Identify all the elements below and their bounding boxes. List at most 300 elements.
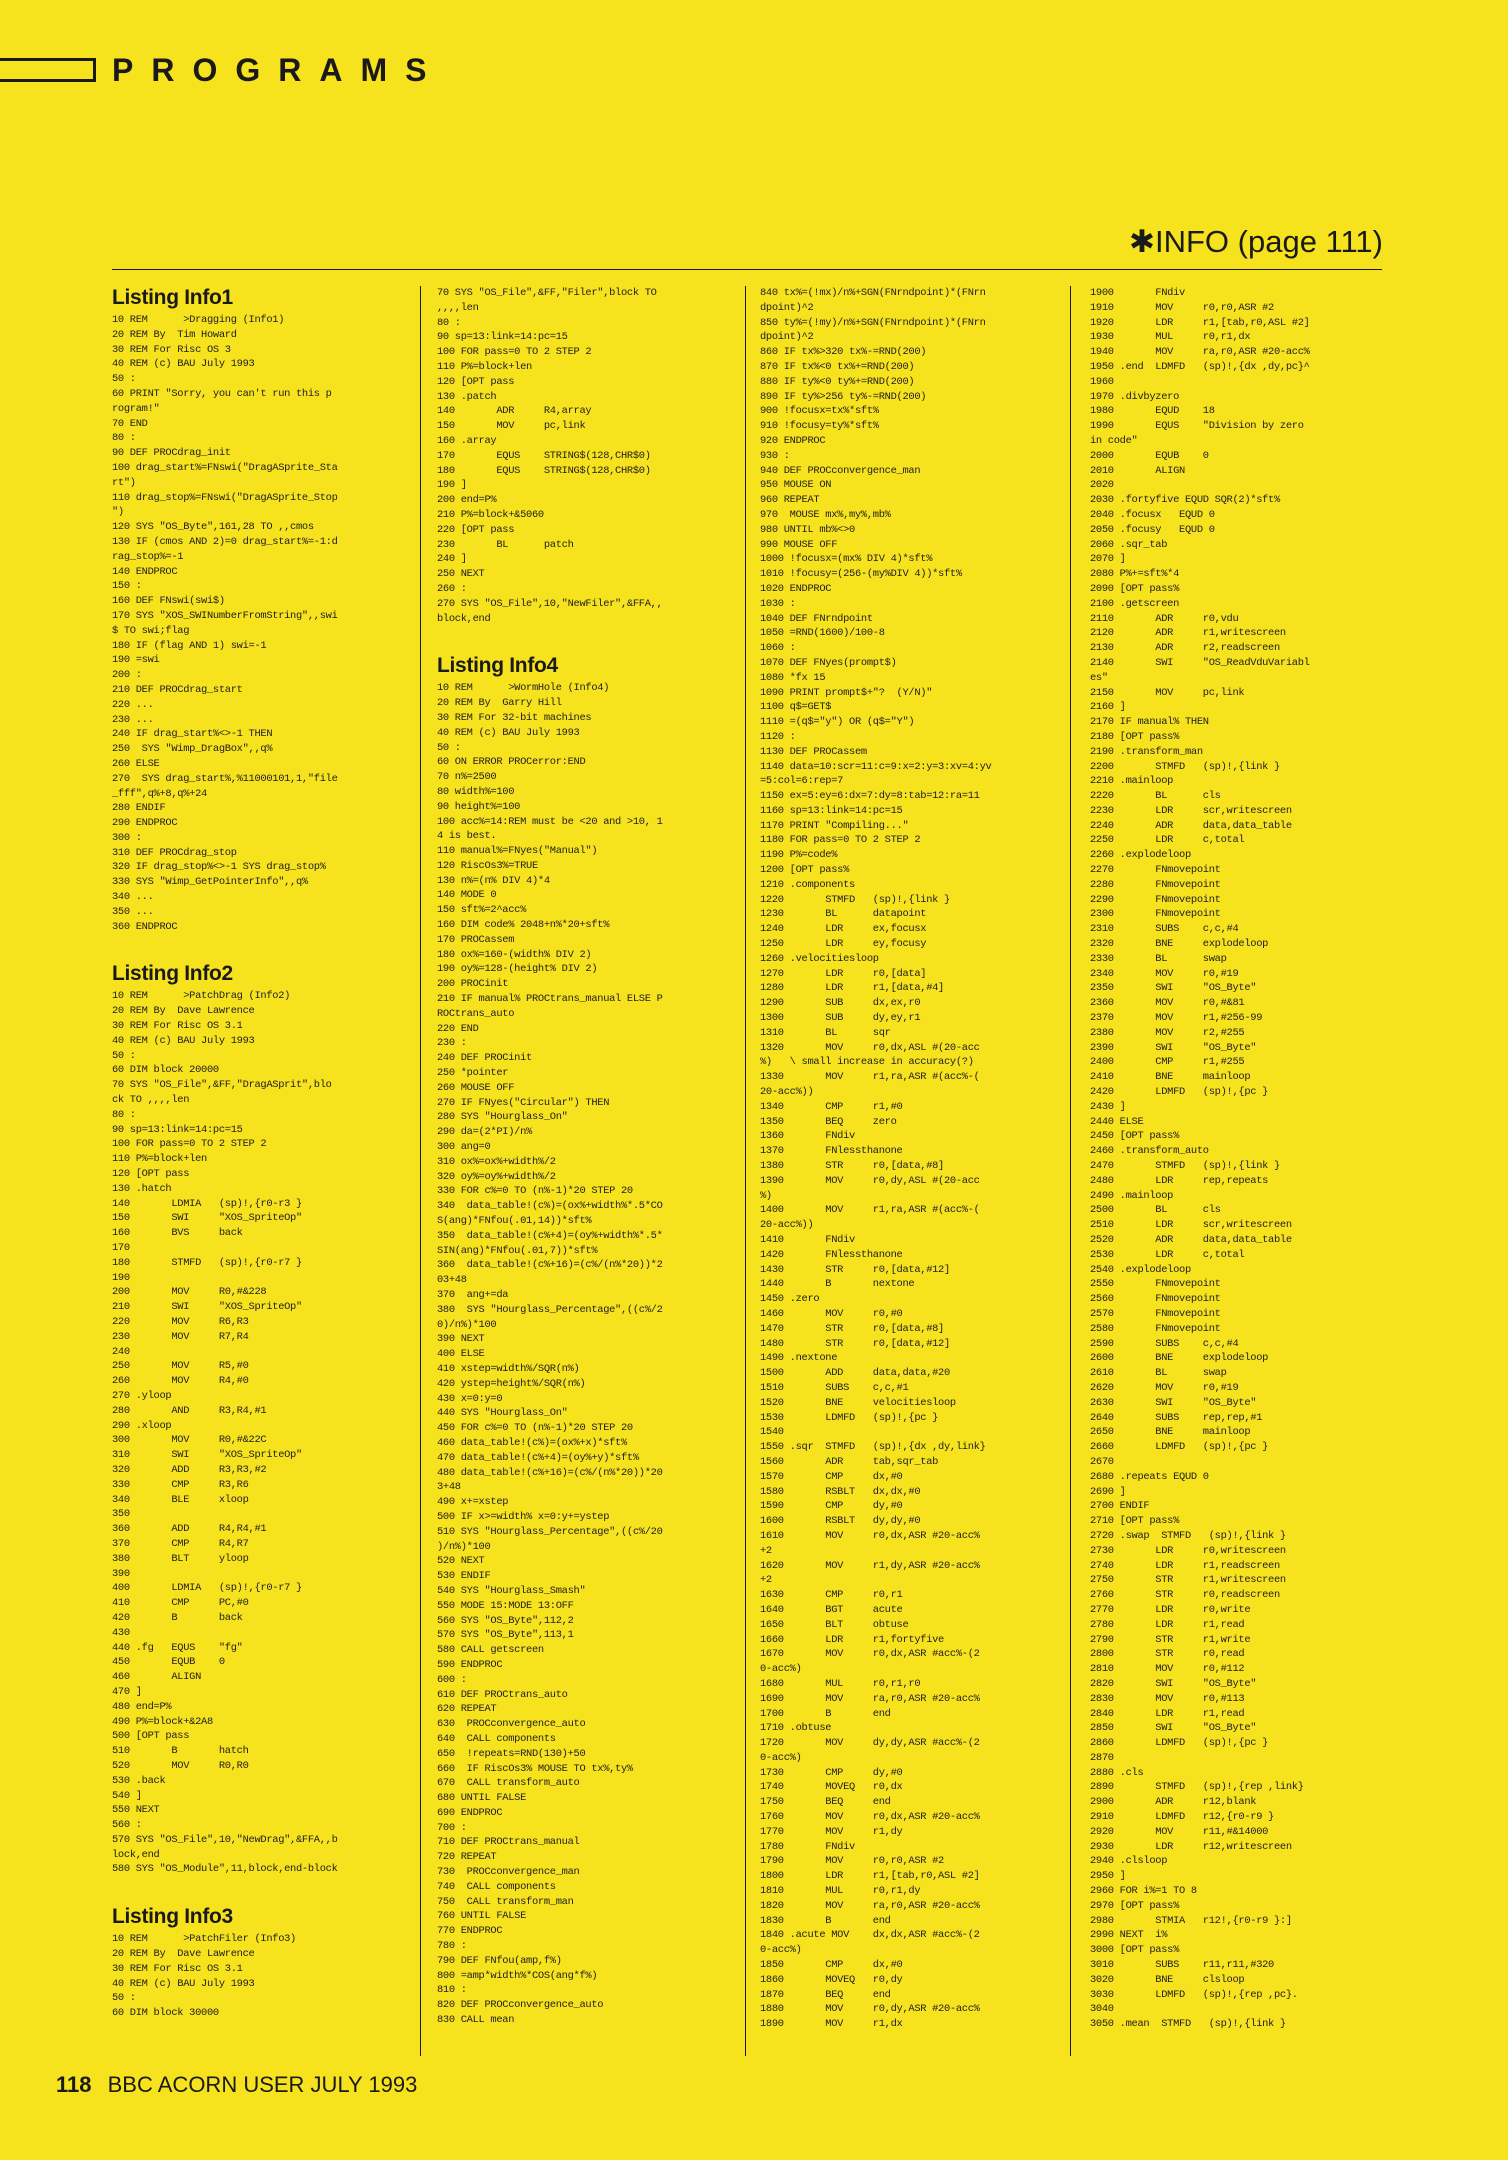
code-line: 120 SYS "OS_Byte",161,28 TO ,,cmos: [112, 521, 314, 534]
code-line: 1010 !focusy=(256-(my%DIV 4))*sft%: [760, 568, 962, 581]
code-line: 270 SYS "OS_File",10,"NewFiler",&FFA,,: [437, 597, 663, 610]
code-line: 2250 LDR c,total: [1090, 834, 1245, 847]
code-line: 60 PRINT "Sorry, you can't run this p: [112, 387, 332, 400]
code-line: 0-acc%): [760, 1944, 802, 1957]
code-line: 680 UNTIL FALSE: [437, 1792, 527, 1805]
code-line: 180 ox%=160-(width% DIV 2): [437, 948, 592, 961]
code-line: 4 is best.: [437, 830, 497, 843]
code-line: 1270 LDR r0,[data]: [760, 967, 927, 980]
code-line: 100 drag_start%=FNswi("DragASprite_Sta: [112, 461, 338, 474]
code-line: 2500 BL cls: [1090, 1204, 1221, 1217]
code-line: 220 [OPT pass: [437, 523, 515, 536]
code-line: 490 P%=block+&2A8: [112, 1715, 213, 1728]
code-line: ,,,,len: [437, 301, 479, 314]
code-line: 620 REPEAT: [437, 1703, 497, 1716]
code-line: 1590 CMP dy,#0: [760, 1500, 903, 1513]
code-line: rt"): [112, 476, 136, 489]
code-line: 1630 CMP r0,r1: [760, 1589, 903, 1602]
code-line: 210 DEF PROCdrag_start: [112, 683, 243, 696]
code-line: 1390 MOV r0,dy,ASL #(20-acc: [760, 1174, 980, 1187]
code-line: block,end: [437, 612, 491, 625]
code-line: 470 data_table!(c%+4)=(oy%+y)*sft%: [437, 1451, 639, 1464]
code-line: 2120 ADR r1,writescreen: [1090, 627, 1286, 640]
code-line: 300 ang=0: [437, 1141, 491, 1154]
code-line: 1620 MOV r1,dy,ASR #20-acc%: [760, 1559, 980, 1572]
code-line: 2850 SWI "OS_Byte": [1090, 1722, 1257, 1735]
code-line: 310 ox%=ox%+width%/2: [437, 1155, 556, 1168]
code-line: 2650 BNE mainloop: [1090, 1426, 1251, 1439]
code-line: 750 CALL transform_man: [437, 1895, 574, 1908]
code-line: 2920 MOV r11,#&14000: [1090, 1825, 1269, 1838]
code-line: 2430 ]: [1090, 1100, 1126, 1113]
code-line: rag_stop%=-1: [112, 550, 184, 563]
code-line: 2340 MOV r0,#19: [1090, 967, 1239, 980]
code-line: 1720 MOV dy,dy,ASR #acc%-(2: [760, 1737, 980, 1750]
code-line: 390 NEXT: [437, 1333, 485, 1346]
code-line: 50 :: [112, 373, 136, 386]
code-line: 2030 .fortyfive EQUD SQR(2)*sft%: [1090, 494, 1280, 507]
code-line: 1120 :: [760, 730, 796, 743]
code-line: 2800 STR r0,read: [1090, 1648, 1245, 1661]
code-line: 1410 FNdiv: [760, 1234, 855, 1246]
code-line: in code": [1090, 434, 1138, 447]
code-line: 410 xstep=width%/SQR(n%): [437, 1362, 580, 1375]
code-line: 20 REM By Dave Lawrence: [112, 1948, 255, 1961]
code-line: 1290 SUB dx,ex,r0: [760, 997, 921, 1010]
code-line: 1770 MOV r1,dy: [760, 1825, 903, 1838]
code-line: 700 :: [437, 1821, 467, 1834]
code-line: 1980 EQUD 18: [1090, 405, 1215, 418]
code-line: 610 DEF PROCtrans_auto: [437, 1688, 568, 1701]
code-line: 230 MOV R7,R4: [112, 1330, 249, 1343]
column-1: [112, 286, 410, 2056]
code-line: 2150 MOV pc,link: [1090, 686, 1245, 699]
code-line: 2590 SUBS c,c,#4: [1090, 1337, 1239, 1350]
code-line: 50 :: [112, 1992, 136, 2005]
code-line: 2470 STMFD (sp)!,{link }: [1090, 1160, 1280, 1173]
code-line: 2570 FNmovepoint: [1090, 1307, 1221, 1320]
code-line: 1840 .acute MOV dx,dx,ASR #acc%-(2: [760, 1929, 980, 1942]
code-line: 40 REM (c) BAU July 1993: [112, 1977, 255, 1990]
code-line: 510 SYS "Hourglass_Percentage",((c%/20: [437, 1525, 663, 1538]
code-line: 980 UNTIL mb%<>0: [760, 523, 855, 536]
listing-block: [112, 1905, 410, 2021]
code-line: 2660 LDMFD (sp)!,{pc }: [1090, 1441, 1269, 1454]
code-line: 480 end=P%: [112, 1700, 172, 1713]
page-number: 118: [56, 2072, 92, 2097]
code-line: 850 ty%=(!my)/n%+SGN(FNrndpoint)*(FNrn: [760, 316, 986, 329]
code-line: 370 ang+=da: [437, 1289, 509, 1301]
code-line: 260 ELSE: [112, 757, 160, 770]
code-line: 3020 BNE clsloop: [1090, 1973, 1245, 1986]
code-line: 1310 BL sqr: [760, 1026, 891, 1039]
code-line: 350: [112, 1508, 130, 1521]
code-line: 1870 BEQ end: [760, 1988, 891, 2001]
code-line: 2620 MOV r0,#19: [1090, 1381, 1239, 1394]
code-line: 0)/n%)*100: [437, 1318, 497, 1331]
page-footer: [56, 2072, 417, 2098]
code-line: 1340 CMP r1,#0: [760, 1100, 903, 1113]
code-line: 1730 CMP dy,#0: [760, 1766, 903, 1779]
code-line: 110 P%=block+len: [437, 360, 532, 373]
code-line: 560 SYS "OS_Byte",112,2: [437, 1614, 574, 1627]
code-line: 120 [OPT pass: [437, 375, 515, 388]
code-line: 160 BVS back: [112, 1227, 243, 1240]
code-line: 2600 BNE explodeloop: [1090, 1352, 1269, 1365]
code-line: 110 manual%=FNyes("Manual"): [437, 845, 598, 858]
code-line: 150 MOV pc,link: [437, 420, 586, 433]
code-line: 1100 q$=GET$: [760, 701, 832, 714]
code-line: 2180 [OPT pass%: [1090, 730, 1180, 743]
code-line: 1710 .obtuse: [760, 1722, 832, 1735]
code-line: 10 REM >PatchFiler (Info3): [112, 1933, 296, 1946]
code-line: 1660 LDR r1,fortyfive: [760, 1633, 944, 1646]
code-line: 80 :: [112, 1108, 136, 1121]
code-line: 2930 LDR r12,writescreen: [1090, 1840, 1292, 1853]
code-line: 2280 FNmovepoint: [1090, 878, 1221, 891]
header-rule-box: [0, 58, 96, 82]
code-line: 1060 :: [760, 642, 796, 655]
code-line: 20 REM By Tim Howard: [112, 328, 237, 341]
code-line: 460 data_table!(c%)=(ox%+x)*sft%: [437, 1436, 627, 1449]
code-line: 2890 STMFD (sp)!,{rep ,link}: [1090, 1781, 1304, 1794]
code-line: 500 IF x>=width% x=0:y+=ystep: [437, 1510, 610, 1523]
code-line: 400 ELSE: [437, 1348, 485, 1361]
listing-block: [437, 286, 737, 626]
code-line: 1140 data=10:scr=11:c=9:x=2:y=3:xv=4:yv: [760, 760, 992, 773]
code-line: 160 DEF FNswi(swi$): [112, 595, 225, 608]
code-line: 380 BLT yloop: [112, 1552, 249, 1565]
code-line: 600 :: [437, 1673, 467, 1686]
code-line: 1520 BNE velocitiesloop: [760, 1396, 956, 1409]
code-line: 230 BL patch: [437, 538, 574, 551]
code-line: 1700 B end: [760, 1707, 891, 1720]
code-line: 270 IF FNyes("Circular") THEN: [437, 1096, 610, 1109]
code-line: 940 DEF PROCconvergence_man: [760, 464, 921, 477]
code-line: 80 :: [437, 316, 461, 329]
code-line: 270 SYS drag_start%,%11000101,1,"file: [112, 772, 338, 785]
code-line: 1830 B end: [760, 1914, 891, 1927]
code-line: 930 :: [760, 449, 790, 462]
code-line: +2: [760, 1544, 772, 1557]
code-line: 250 MOV R5,#0: [112, 1360, 249, 1373]
code-line: 1480 STR r0,[data,#12]: [760, 1337, 950, 1350]
code-line: 2440 ELSE: [1090, 1115, 1144, 1128]
code-line: 30 REM For Risc OS 3.1: [112, 1020, 243, 1033]
code-line: 300 MOV R0,#&22C: [112, 1434, 267, 1447]
code-line: 1110 =(q$="y") OR (q$="Y"): [760, 716, 915, 729]
code-line: 230 :: [437, 1037, 467, 1050]
code-line: 190: [112, 1271, 130, 1284]
code-line: 210 SWI "XOS_SpriteOp": [112, 1301, 302, 1314]
code-line: 2050 .focusy EQUD 0: [1090, 523, 1215, 536]
code-line: 1370 FNlessthanone: [760, 1145, 903, 1158]
code-line: 290 da=(2*PI)/n%: [437, 1126, 532, 1139]
code-line: 80 :: [112, 432, 136, 445]
code-line: 2450 [OPT pass%: [1090, 1130, 1180, 1143]
code-line: 400 LDMIA (sp)!,{r0-r7 }: [112, 1582, 302, 1595]
code-line: 170 EQUS STRING$(128,CHR$0): [437, 449, 651, 462]
code-line: 1540: [760, 1426, 784, 1439]
code-line: 430: [112, 1626, 130, 1639]
code-line: 790 DEF FNfou(amp,f%): [437, 1954, 562, 1967]
code-line: 310 DEF PROCdrag_stop: [112, 846, 237, 859]
code-line: 2290 FNmovepoint: [1090, 893, 1221, 906]
code-line: rogram!": [112, 402, 160, 415]
code-line: 240 IF drag_start%<>-1 THEN: [112, 728, 273, 741]
code-line: 2320 BNE explodeloop: [1090, 938, 1269, 951]
code-line: 2080 P%+=sft%*4: [1090, 568, 1180, 581]
code-line: 10 REM >PatchDrag (Info2): [112, 990, 291, 1003]
code-line: 540 SYS "Hourglass_Smash": [437, 1584, 586, 1597]
code-line: 910 !focusy=ty%*sft%: [760, 420, 879, 433]
code-line: ROCtrans_auto: [437, 1007, 515, 1020]
code-line: 420 ystep=height%/SQR(n%): [437, 1377, 586, 1390]
code-line: 2970 [OPT pass%: [1090, 1899, 1180, 1912]
code-line: 2330 BL swap: [1090, 952, 1227, 965]
code-line: 420 B back: [112, 1611, 243, 1624]
code-line: 1090 PRINT prompt$+"? (Y/N)": [760, 686, 933, 699]
code-line: 1280 LDR r1,[data,#4]: [760, 982, 944, 995]
code-line: 210 P%=block+&5060: [437, 508, 544, 521]
code-line: 430 x=0:y=0: [437, 1392, 503, 1405]
code-line: 2860 LDMFD (sp)!,{pc }: [1090, 1737, 1269, 1750]
code-line: 2260 .explodeloop: [1090, 849, 1191, 862]
code-line: 2770 LDR r0,write: [1090, 1603, 1251, 1616]
code-line: 350 ...: [112, 905, 154, 918]
code-line: dpoint)^2: [760, 331, 814, 344]
code-line: 410 CMP PC,#0: [112, 1597, 249, 1610]
code-line: 2140 SWI "OS_ReadVduVariabl: [1090, 656, 1310, 669]
code-line: 2350 SWI "OS_Byte": [1090, 982, 1257, 995]
code-line: 2690 ]: [1090, 1485, 1126, 1498]
code-line: 240 DEF PROCinit: [437, 1052, 532, 1065]
code-line: 200 :: [112, 669, 142, 682]
code-line: 330 FOR c%=0 TO (n%-1)*20 STEP 20: [437, 1185, 633, 1198]
listing-block: [1090, 286, 1392, 2032]
code-line: 180 STMFD (sp)!,{r0-r7 }: [112, 1256, 302, 1269]
code-line: 20 REM By Dave Lawrence: [112, 1005, 255, 1018]
code-line: 2530 LDR c,total: [1090, 1248, 1245, 1261]
code-line: 1800 LDR r1,[tab,r0,ASL #2]: [760, 1870, 980, 1883]
code-line: 60 ON ERROR PROCerror:END: [437, 756, 586, 769]
code-line: 100 FOR pass=0 TO 2 STEP 2: [112, 1138, 267, 1151]
code-line: 280 AND R3,R4,#1: [112, 1404, 267, 1417]
code-line: 130 n%=(n% DIV 4)*4: [437, 874, 550, 887]
code-line: 320 oy%=oy%+width%/2: [437, 1170, 556, 1183]
code-line: 70 SYS "OS_File",&FF,"Filer",block TO: [437, 287, 657, 299]
code-line: 1990 EQUS "Division by zero: [1090, 420, 1304, 433]
code-line: 950 MOUSE ON: [760, 479, 832, 492]
code-line: 130 IF (cmos AND 2)=0 drag_start%=-1:d: [112, 535, 338, 548]
code-line: 100 FOR pass=0 TO 2 STEP 2: [437, 346, 592, 359]
code-line: 2740 LDR r1,readscreen: [1090, 1559, 1280, 1572]
code-line: 830 CALL mean: [437, 2014, 515, 2027]
code-line: ck TO ,,,,len: [112, 1094, 190, 1107]
code-line: 2360 MOV r0,#&81: [1090, 997, 1245, 1010]
code-line: 2210 .mainloop: [1090, 775, 1174, 788]
code-line: 2190 .transform_man: [1090, 745, 1203, 758]
code-line: 3030 LDMFD (sp)!,{rep ,pc}.: [1090, 1988, 1298, 2001]
code-line: 1430 STR r0,[data,#12]: [760, 1263, 950, 1276]
code-line: 3010 SUBS r11,r11,#320: [1090, 1959, 1274, 1972]
code-line: 1470 STR r0,[data,#8]: [760, 1322, 944, 1335]
code-line: 510 B hatch: [112, 1745, 249, 1758]
code-line: 690 ENDPROC: [437, 1806, 503, 1819]
code-line: %) \ small increase in accuracy(?): [760, 1056, 974, 1069]
code-line: 800 =amp*width%*COS(ang*f%): [437, 1969, 598, 1982]
code-line: 30 REM For Risc OS 3.1: [112, 1962, 243, 1975]
code-line: 50 :: [112, 1049, 136, 1062]
code-line: 2200 STMFD (sp)!,{link }: [1090, 760, 1280, 773]
code-line: 2780 LDR r1,read: [1090, 1618, 1245, 1631]
code-line: 1160 sp=13:link=14:pc=15: [760, 804, 903, 817]
code-line: 380 SYS "Hourglass_Percentage",((c%/2: [437, 1303, 663, 1316]
code-line: 1500 ADD data,data,#20: [760, 1367, 950, 1380]
code-line: 570 SYS "OS_File",10,"NewDrag",&FFA,,b: [112, 1833, 338, 1846]
code-line: 290 ENDPROC: [112, 817, 178, 830]
publication-name: BBC ACORN USER JULY 1993: [107, 2072, 418, 2097]
code-line: 470 ]: [112, 1685, 142, 1698]
code-line: 2060 .sqr_tab: [1090, 538, 1168, 551]
code-line: 2540 .explodeloop: [1090, 1263, 1191, 1276]
code-line: 720 REPEAT: [437, 1851, 497, 1864]
code-line: 1200 [OPT pass%: [760, 864, 850, 877]
section-title: PROGRAMS: [112, 52, 445, 88]
code-line: 2760 STR r0,readscreen: [1090, 1589, 1280, 1602]
code-line: 2110 ADR r0,vdu: [1090, 612, 1239, 625]
code-line: 740 CALL components: [437, 1880, 556, 1893]
code-line: 2960 FOR i%=1 TO 8: [1090, 1885, 1197, 1898]
code-line: 2640 SUBS rep,rep,#1: [1090, 1411, 1263, 1424]
code-line: 1640 BGT acute: [760, 1603, 903, 1616]
code-line: 1580 RSBLT dx,dx,#0: [760, 1485, 921, 1498]
code-line: 2130 ADR r2,readscreen: [1090, 642, 1280, 655]
code-line: 2610 BL swap: [1090, 1367, 1227, 1380]
code-line: 2880 .cls: [1090, 1766, 1144, 1779]
code-line: 1560 ADR tab,sqr_tab: [760, 1455, 939, 1468]
code-line: 460 ALIGN: [112, 1671, 202, 1684]
code-line: 2940 .clsloop: [1090, 1855, 1168, 1868]
code-line: 1210 .components: [760, 878, 855, 891]
code-line: 1680 MUL r0,r1,r0: [760, 1677, 921, 1690]
code-line: 2400 CMP r1,#255: [1090, 1056, 1245, 1069]
column-divider: [1070, 286, 1071, 2056]
code-line: 10 REM >WormHole (Info4): [437, 682, 610, 695]
code-line: 2160 ]: [1090, 701, 1126, 714]
code-line: es": [1090, 671, 1108, 684]
code-line: 90 sp=13:link=14:pc=15: [112, 1123, 243, 1136]
code-line: 2000 EQUB 0: [1090, 449, 1209, 462]
code-line: 710 DEF PROCtrans_manual: [437, 1836, 580, 1849]
code-line: 170 SYS "XOS_SWINumberFromString",,swi: [112, 609, 338, 622]
code-line: 240: [112, 1345, 130, 1358]
code-line: 220 MOV R6,R3: [112, 1316, 249, 1328]
code-line: 900 !focusx=tx%*sft%: [760, 405, 879, 418]
column-2: [437, 286, 737, 2056]
code-line: 1460 MOV r0,#0: [760, 1307, 903, 1320]
code-line: 890 IF ty%>256 ty%-=RND(200): [760, 390, 927, 403]
code-line: 490 x+=xstep: [437, 1496, 509, 1509]
code-line: 3+48: [437, 1481, 461, 1494]
code-line: 2520 ADR data,data_table: [1090, 1234, 1292, 1246]
code-line: 290 .xloop: [112, 1419, 172, 1432]
code-line: 2550 FNmovepoint: [1090, 1278, 1221, 1291]
code-line: 1170 PRINT "Compiling...": [760, 819, 909, 832]
code-line: 1250 LDR ey,focusy: [760, 938, 927, 951]
code-line: 240 ]: [437, 553, 467, 566]
code-line: 1180 FOR pass=0 TO 2 STEP 2: [760, 834, 921, 847]
code-line: 1240 LDR ex,focusx: [760, 923, 927, 936]
code-line: 60 DIM block 30000: [112, 2007, 219, 2020]
code-line: SIN(ang)*FNfou(.01,7))*sft%: [437, 1244, 598, 1257]
code-line: 250 NEXT: [437, 568, 485, 581]
code-line: 130 .patch: [437, 390, 497, 403]
code-line: 2230 LDR scr,writescreen: [1090, 804, 1292, 817]
code-line: 1850 CMP dx,#0: [760, 1959, 903, 1972]
code-line: 340 data_table!(c%)=(ox%+width%*.5*CO: [437, 1200, 663, 1213]
code-line: %): [760, 1189, 772, 1202]
code-line: 250 *pointer: [437, 1067, 509, 1080]
code-line: 2720 .swap STMFD (sp)!,{link }: [1090, 1529, 1286, 1542]
code-line: 330 CMP R3,R6: [112, 1478, 249, 1491]
code-line: 140 MODE 0: [437, 889, 497, 902]
code-line: 500 [OPT pass: [112, 1730, 190, 1743]
code-line: 1970 .divbyzero: [1090, 390, 1180, 403]
code-line: 2170 IF manual% THEN: [1090, 716, 1209, 729]
code-line: 1860 MOVEQ r0,dy: [760, 1973, 903, 1986]
code-line: 760 UNTIL FALSE: [437, 1910, 527, 1923]
code-line: 1130 DEF PROCassem: [760, 745, 867, 758]
code-line: 1220 STMFD (sp)!,{link }: [760, 893, 950, 906]
code-line: 360 data_table!(c%+16)=(c%/(n%*20))*2: [437, 1259, 663, 1272]
code-line: 870 IF tx%<0 tx%+=RND(200): [760, 360, 915, 373]
code-line: 2270 FNmovepoint: [1090, 864, 1221, 877]
code-line: 3040: [1090, 2003, 1114, 2016]
code-line: 1690 MOV ra,r0,ASR #20-acc%: [760, 1692, 980, 1705]
code-line: 110 P%=block+len: [112, 1153, 207, 1166]
code-line: 50 :: [437, 741, 461, 754]
code-line: +2: [760, 1574, 772, 1587]
code-line: 2790 STR r1,write: [1090, 1633, 1251, 1646]
code-line: 590 ENDPROC: [437, 1658, 503, 1671]
code-line: 360 ENDPROC: [112, 920, 178, 933]
column-divider: [420, 286, 421, 2056]
code-line: 2820 SWI "OS_Byte": [1090, 1677, 1257, 1690]
code-line: 250 SYS "Wimp_DragBox",,q%: [112, 743, 273, 756]
code-line: 140 ADR R4,array: [437, 405, 592, 418]
code-line: 2840 LDR r1,read: [1090, 1707, 1245, 1720]
code-line: 03+48: [437, 1274, 467, 1287]
code-line: 220 ...: [112, 698, 154, 711]
code-line: 2040 .focusx EQUD 0: [1090, 508, 1215, 521]
code-line: 1450 .zero: [760, 1293, 820, 1306]
code-line: 450 FOR c%=0 TO (n%-1)*20 STEP 20: [437, 1422, 633, 1435]
code-line: 2670: [1090, 1455, 1114, 1468]
column-divider: [745, 286, 746, 2056]
code-line: 140 LDMIA (sp)!,{r0-r3 }: [112, 1197, 302, 1210]
code-line: 670 CALL transform_auto: [437, 1777, 580, 1790]
code-line: 260 MOV R4,#0: [112, 1375, 249, 1388]
code-line: 260 MOUSE OFF: [437, 1081, 515, 1094]
code-line: 2710 [OPT pass%: [1090, 1515, 1180, 1528]
code-line: 1050 =RND(1600)/100-8: [760, 627, 885, 640]
code-line: 960 REPEAT: [760, 494, 820, 507]
code-line: 1740 MOVEQ r0,dx: [760, 1781, 903, 1794]
code-line: 40 REM (c) BAU July 1993: [112, 1034, 255, 1047]
code-line: 570 SYS "OS_Byte",113,1: [437, 1629, 574, 1642]
code-line: 1890 MOV r1,dx: [760, 2018, 903, 2031]
